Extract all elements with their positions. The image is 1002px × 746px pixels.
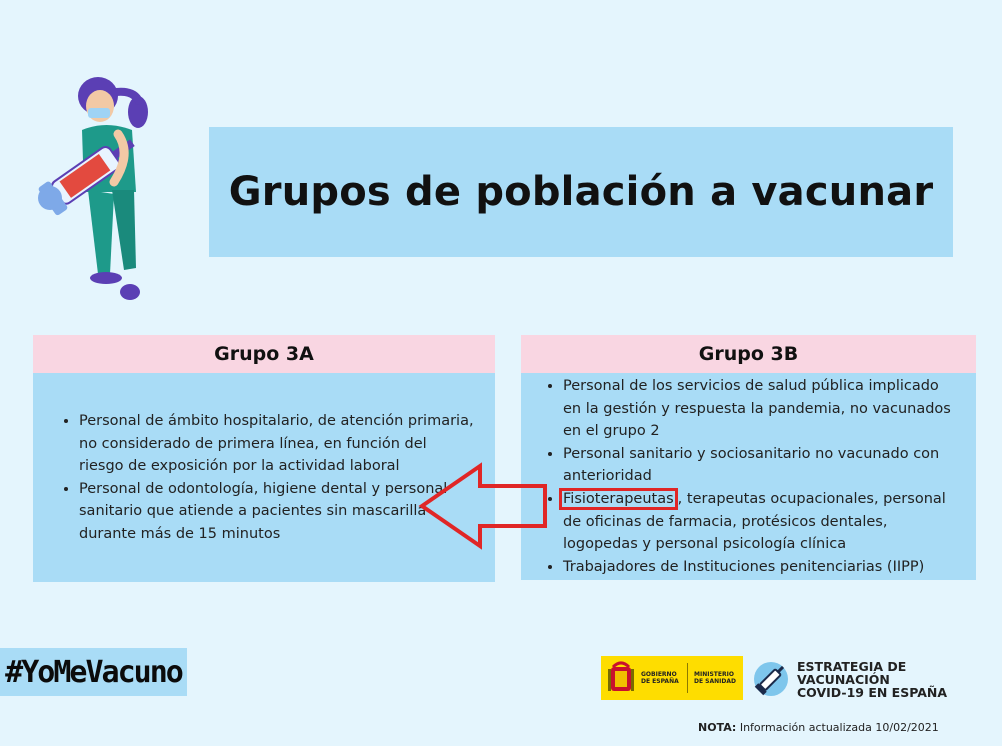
estrategia-vacunacion-logo xyxy=(797,660,967,699)
update-note xyxy=(698,721,939,734)
group-3b-list xyxy=(521,375,976,578)
spain-coat-of-arms-icon xyxy=(601,656,641,700)
gobierno-label: GOBIERNO DE ESPAÑA xyxy=(641,671,679,685)
logo-divider xyxy=(687,663,688,693)
ministerio-label: MINISTERIO DE SANIDAD xyxy=(694,671,736,685)
list-item: • Personal de odontología, higiene dental y personal sanitario que atiende a pacientes sin mascarilla durante más de 15 minutos xyxy=(79,478,475,546)
strategy-line: COVID-19 EN ESPAÑA xyxy=(797,685,948,700)
highlighted-item-rest: , terapeutas ocupacionales, personal de oficinas de farmacia, protésicos dentales, logopedas y personal psicología clínica xyxy=(563,490,946,553)
group-3b-heading: Grupo 3B xyxy=(521,335,976,373)
list-item: • Personal sanitario y sociosanitario no vacunado con anterioridad xyxy=(563,443,954,488)
strategy-line: ESTRATEGIA DE xyxy=(797,659,907,674)
gobierno-espana-logo xyxy=(601,656,743,700)
page-title: Grupos de población a vacunar xyxy=(228,169,934,215)
title-banner xyxy=(209,127,953,257)
note-label: NOTA: xyxy=(698,721,737,734)
red-arrow-left-icon xyxy=(418,462,548,552)
list-item: • Trabajadores de Instituciones penitenciarias (IIPP) xyxy=(563,556,954,579)
list-item: • Personal de los servicios de salud pública implicado en la gestión y respuesta la pandemia, no vacunados en el grupo 2 xyxy=(563,375,954,443)
highlight-box-fisioterapeutas: Fisioterapeutas xyxy=(559,488,678,510)
hashtag-yomevacuno: #YoMeVacuno xyxy=(0,648,187,696)
group-3b-card xyxy=(521,335,976,580)
strategy-line: VACUNACIÓN xyxy=(797,672,890,687)
vaccine-syringe-icon xyxy=(752,660,790,698)
group-3a-heading: Grupo 3A xyxy=(33,335,495,373)
list-item-highlighted xyxy=(563,488,954,556)
nurse-with-syringe-illustration xyxy=(36,74,156,306)
list-item: • Personal de ámbito hospitalario, de atención primaria, no considerado de primera línea, en función del riesgo de exposición por la actividad laboral xyxy=(79,410,475,478)
note-text: Información actualizada 10/02/2021 xyxy=(736,721,939,734)
